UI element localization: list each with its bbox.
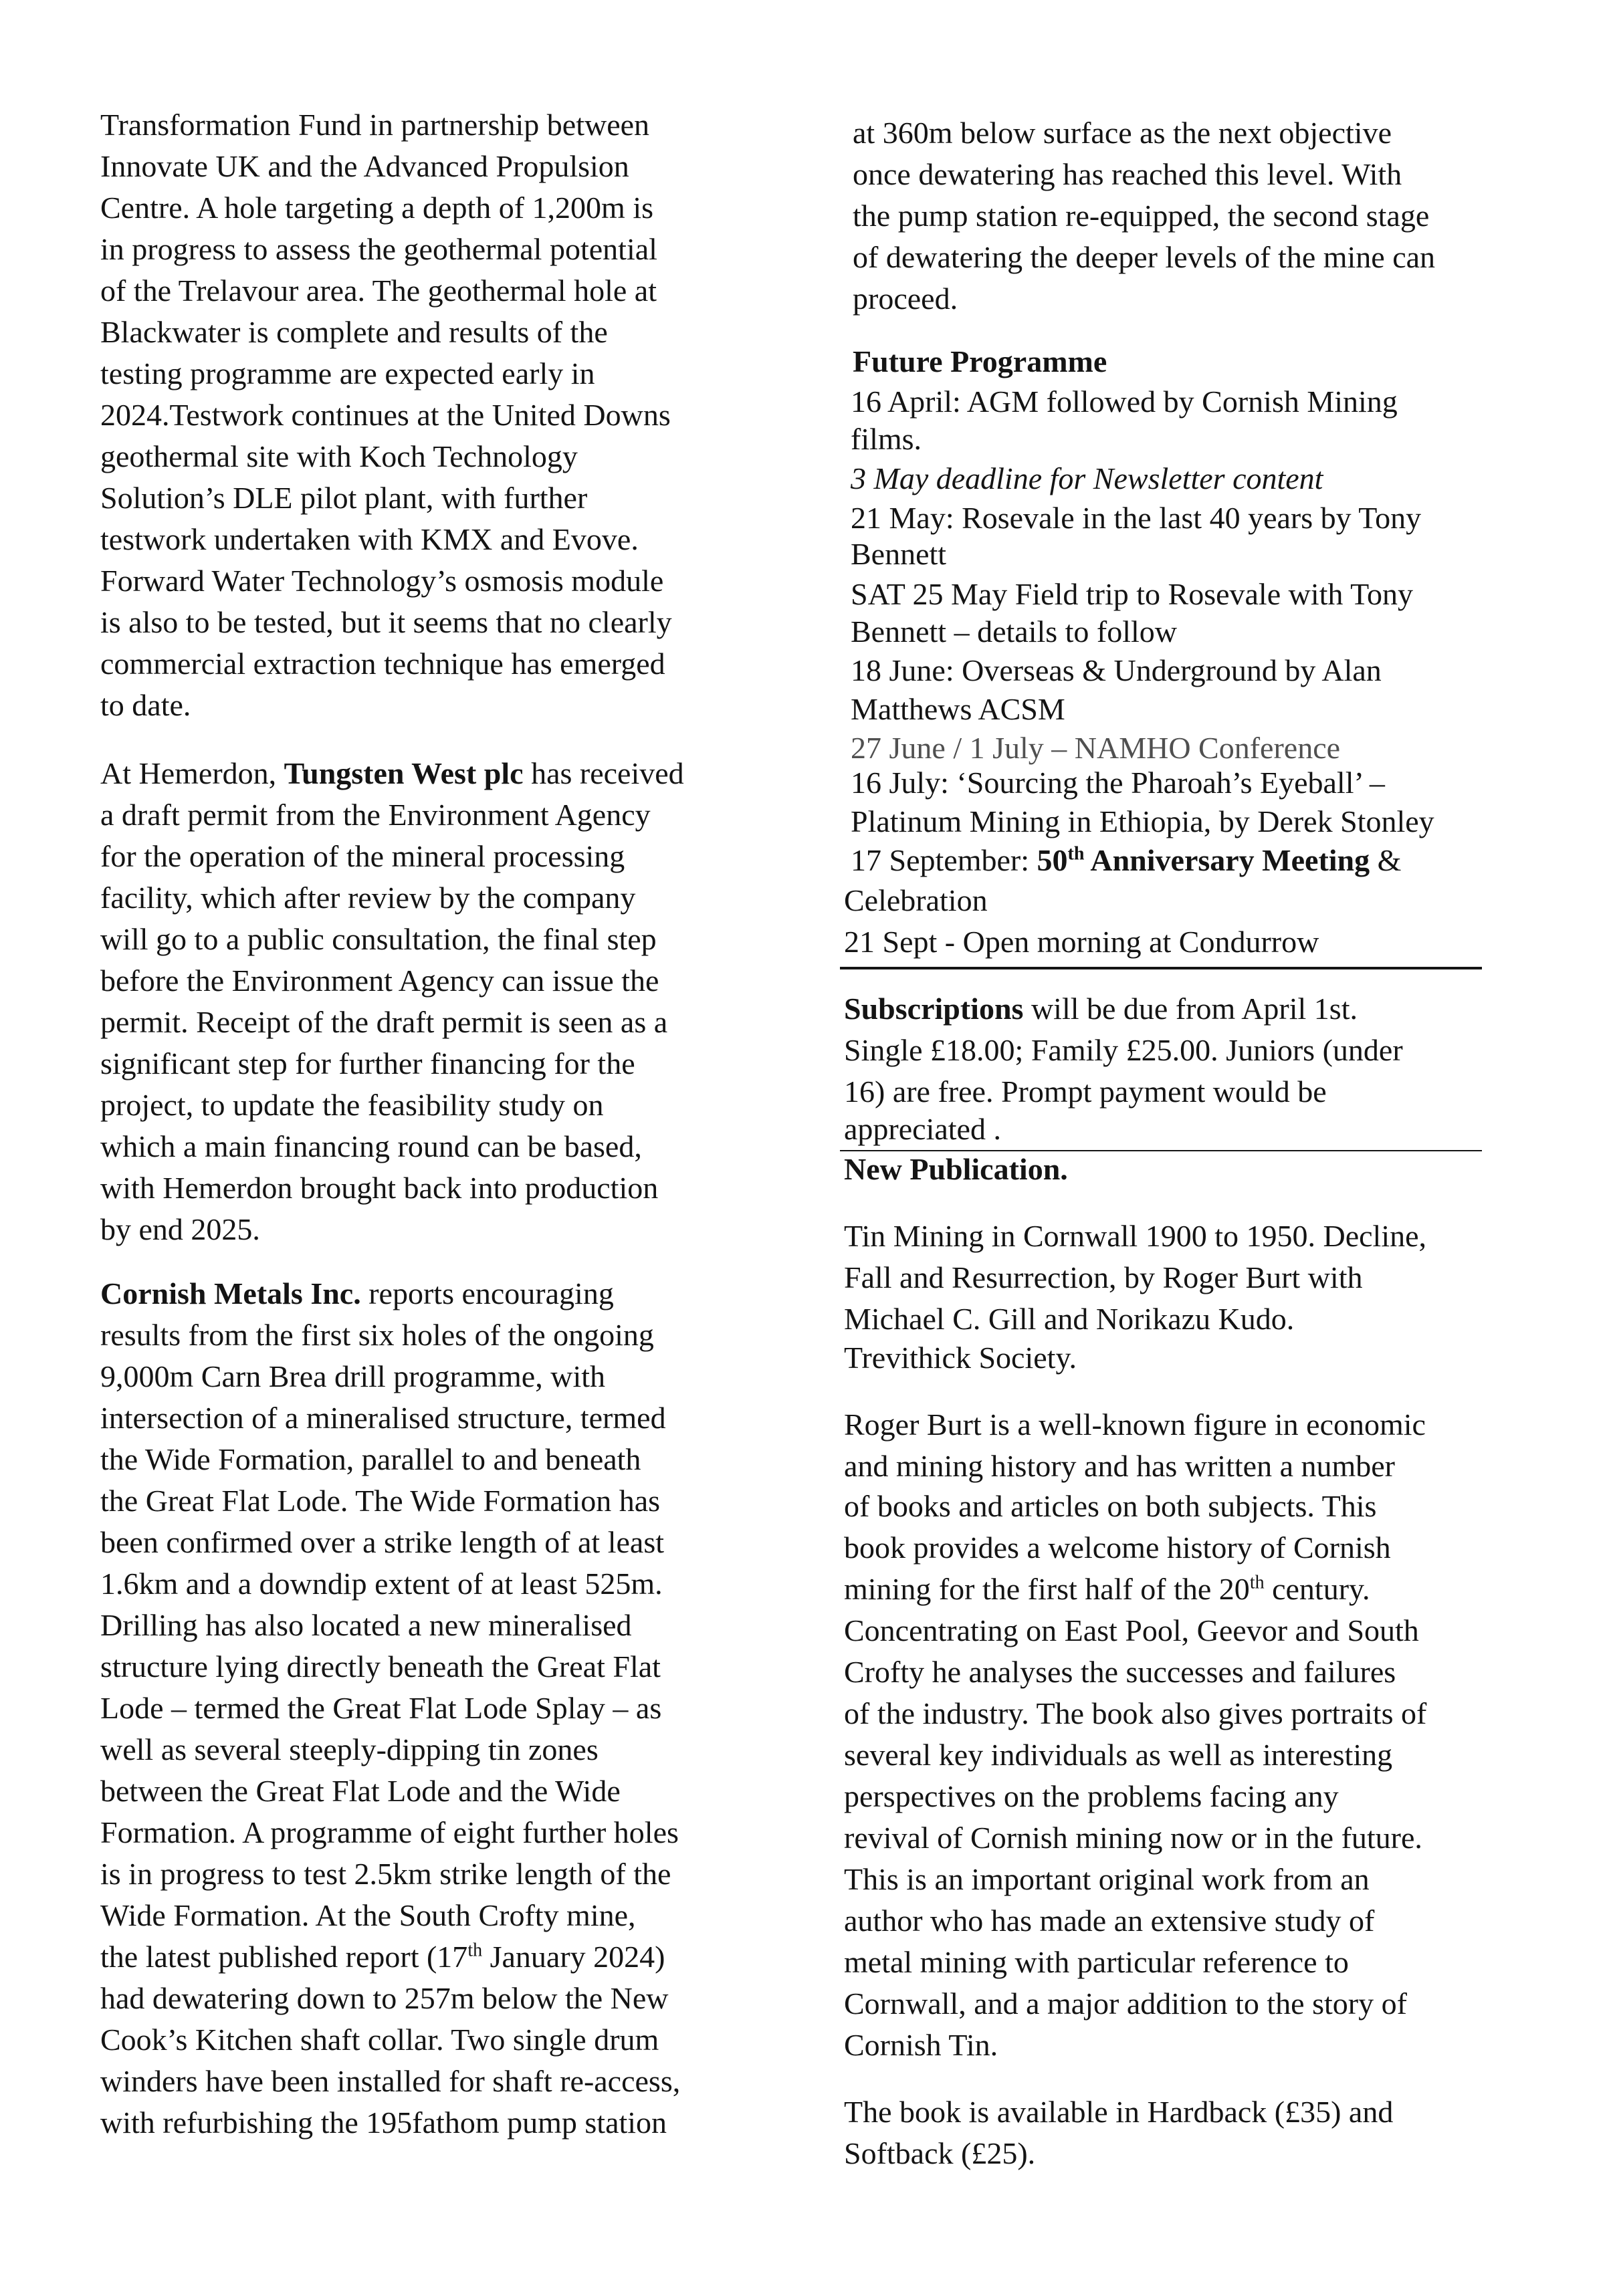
text-line: which a main financing round can be based, <box>100 1129 642 1163</box>
text-line: with Hemerdon brought back into production <box>100 1171 659 1205</box>
text-line <box>100 1273 614 1314</box>
review-line: Crofty he analyses the successes and failures <box>844 1655 1396 1689</box>
text-line <box>844 988 1358 1030</box>
review-line: revival of Cornish mining now or in the future. <box>844 1821 1422 1855</box>
review-line: metal mining with particular reference to <box>844 1945 1349 1979</box>
availability-line: The book is available in Hardback (£35) and <box>844 2095 1394 2129</box>
text-run: century. <box>1264 1572 1370 1606</box>
text-line: Forward Water Technology’s osmosis module <box>100 564 664 598</box>
text-run: the latest published report (17 <box>100 1940 468 1974</box>
text-run: reports encouraging <box>360 1276 614 1310</box>
programme-item: 3 May deadline for Newsletter content <box>851 461 1323 495</box>
programme-item: 18 June: Overseas & Underground by Alan <box>851 653 1382 687</box>
book-line: Trevithick Society. <box>844 1341 1077 1375</box>
text-line: facility, which after review by the company <box>100 881 636 915</box>
text-line: a draft permit from the Environment Agency <box>100 798 651 832</box>
text-run: January 2024) <box>482 1940 665 1974</box>
programme-item: 16 April: AGM followed by Cornish Mining <box>851 384 1398 419</box>
text-line: proceed. <box>853 281 958 316</box>
review-line: Concentrating on East Pool, Geevor and South <box>844 1613 1419 1647</box>
programme-item: films. <box>851 422 922 456</box>
text-line: before the Environment Agency can issue the <box>100 963 659 998</box>
text-line: between the Great Flat Lode and the Wide <box>100 1774 621 1808</box>
ordinal-suffix: th <box>1249 1572 1265 1593</box>
review-line: This is an important original work from an <box>844 1862 1370 1896</box>
programme-item: 27 June / 1 July – NAMHO Conference <box>851 731 1341 765</box>
company-name: Cornish Metals Inc. <box>100 1276 361 1310</box>
text-run: & <box>1370 843 1402 877</box>
anniversary-number: 50 <box>1037 843 1068 877</box>
text-run: At Hemerdon, <box>100 756 284 790</box>
text-line: Blackwater is complete and results of the <box>100 315 608 349</box>
programme-item: Celebration <box>844 883 988 917</box>
ordinal-suffix: th <box>1067 843 1085 865</box>
text-line: testing programme are expected early in <box>100 356 595 390</box>
text-line: in progress to assess the geothermal potential <box>100 232 657 266</box>
text-line: structure lying directly beneath the Great Flat <box>100 1649 661 1684</box>
text-line: 16) are free. Prompt payment would be <box>844 1074 1327 1109</box>
text-line: Cook’s Kitchen shaft collar. Two single drum <box>100 2023 659 2057</box>
review-line: Roger Burt is a well-known figure in economic <box>844 1407 1426 1442</box>
programme-item: Bennett – details to follow <box>851 614 1178 649</box>
text-run: has received <box>523 756 684 790</box>
review-line: several key individuals as well as interesting <box>844 1738 1393 1772</box>
text-line <box>100 753 684 794</box>
text-line: Formation. A programme of eight further holes <box>100 1815 679 1849</box>
text-line: Single £18.00; Family £25.00. Juniors (under <box>844 1033 1403 1067</box>
review-line: book provides a welcome history of Cornish <box>844 1530 1391 1565</box>
programme-item <box>851 840 1401 881</box>
review-line: and mining history and has written a number <box>844 1449 1396 1483</box>
subscriptions-heading: Subscriptions <box>844 992 1024 1026</box>
company-name: Tungsten West plc <box>284 756 524 790</box>
text-run: 17 September: <box>851 843 1037 877</box>
text-line: once dewatering has reached this level. With <box>853 157 1402 191</box>
review-line: of books and articles on both subjects. This <box>844 1489 1377 1523</box>
programme-item: 21 May: Rosevale in the last 40 years by Tony <box>851 501 1422 535</box>
programme-item: 16 July: ‘Sourcing the Pharoah’s Eyeball’ – <box>851 766 1385 800</box>
text-line: Innovate UK and the Advanced Propulsion <box>100 149 629 183</box>
text-line: by end 2025. <box>100 1212 260 1246</box>
text-line: will go to a public consultation, the final step <box>100 922 657 956</box>
text-line: of dewatering the deeper levels of the mine can <box>853 240 1436 274</box>
review-line: Cornwall, and a major addition to the story of <box>844 1986 1407 2021</box>
text-line: results from the first six holes of the ongoing <box>100 1318 654 1352</box>
future-programme-heading: Future Programme <box>853 344 1107 378</box>
text-line: is also to be tested, but it seems that no clearly <box>100 605 672 639</box>
section-divider <box>840 967 1482 969</box>
text-line: intersection of a mineralised structure, termed <box>100 1401 666 1435</box>
text-line: appreciated . <box>844 1112 1001 1146</box>
text-line: Transformation Fund in partnership between <box>100 108 650 142</box>
text-line: Drilling has also located a new mineralised <box>100 1608 632 1642</box>
text-line: 9,000m Carn Brea drill programme, with <box>100 1359 606 1393</box>
text-line: Wide Formation. At the South Crofty mine, <box>100 1898 636 1932</box>
review-line: author who has made an extensive study of <box>844 1904 1375 1938</box>
text-line: the Great Flat Lode. The Wide Formation has <box>100 1484 661 1518</box>
text-line: the pump station re-equipped, the second stage <box>853 199 1430 233</box>
programme-item: Matthews ACSM <box>851 692 1065 726</box>
text-line: of the Trelavour area. The geothermal hole at <box>100 273 657 308</box>
text-line: winders have been installed for shaft re-access, <box>100 2064 681 2098</box>
text-line: project, to update the feasibility study on <box>100 1088 604 1122</box>
text-line: with refurbishing the 195fathom pump station <box>100 2105 667 2140</box>
text-line: is in progress to test 2.5km strike length of the <box>100 1857 671 1891</box>
review-line: of the industry. The book also gives portraits of <box>844 1696 1427 1730</box>
text-line: Lode – termed the Great Flat Lode Splay – as <box>100 1691 662 1725</box>
ordinal-suffix: th <box>467 1940 483 1961</box>
text-line: at 360m below surface as the next objective <box>853 116 1392 150</box>
anniversary-title: Anniversary Meeting <box>1084 843 1370 877</box>
text-line: the Wide Formation, parallel to and beneath <box>100 1442 641 1476</box>
text-run: will be due from April 1st. <box>1023 992 1358 1026</box>
review-line: Cornish Tin. <box>844 2028 998 2062</box>
text-line: Centre. A hole targeting a depth of 1,200m is <box>100 191 654 225</box>
programme-item: Bennett <box>851 537 947 571</box>
programme-item: Platinum Mining in Ethiopia, by Derek Stonley <box>851 804 1434 838</box>
availability-line: Softback (£25). <box>844 2136 1036 2170</box>
review-line: perspectives on the problems facing any <box>844 1779 1339 1813</box>
text-line: Solution’s DLE pilot plant, with further <box>100 481 588 515</box>
text-line: 2024.Testwork continues at the United Downs <box>100 398 671 432</box>
text-line: significant step for further financing for the <box>100 1046 635 1080</box>
text-line: been confirmed over a strike length of at least <box>100 1525 665 1559</box>
text-line: commercial extraction technique has emerged <box>100 647 665 681</box>
text-line: testwork undertaken with KMX and Evove. <box>100 522 639 556</box>
programme-item: SAT 25 May Field trip to Rosevale with Tony <box>851 577 1413 611</box>
text-line: well as several steeply-dipping tin zones <box>100 1732 599 1766</box>
text-line: geothermal site with Koch Technology <box>100 439 578 473</box>
programme-item: 21 Sept - Open morning at Condurrow <box>844 925 1319 959</box>
book-line: Tin Mining in Cornwall 1900 to 1950. Decline, <box>844 1219 1427 1253</box>
text-line: for the operation of the mineral processing <box>100 839 625 873</box>
text-line: had dewatering down to 257m below the New <box>100 1981 669 2015</box>
text-line: to date. <box>100 688 191 722</box>
book-line: Michael C. Gill and Norikazu Kudo. <box>844 1302 1295 1336</box>
text-run: mining for the first half of the 20 <box>844 1572 1250 1606</box>
book-line: Fall and Resurrection, by Roger Burt with <box>844 1260 1363 1294</box>
text-line: 1.6km and a downdip extent of at least 525m. <box>100 1567 663 1601</box>
text-line: permit. Receipt of the draft permit is seen as a <box>100 1005 668 1039</box>
text-line <box>100 1936 665 1978</box>
review-line <box>844 1569 1370 1610</box>
new-publication-heading: New Publication. <box>844 1152 1068 1186</box>
